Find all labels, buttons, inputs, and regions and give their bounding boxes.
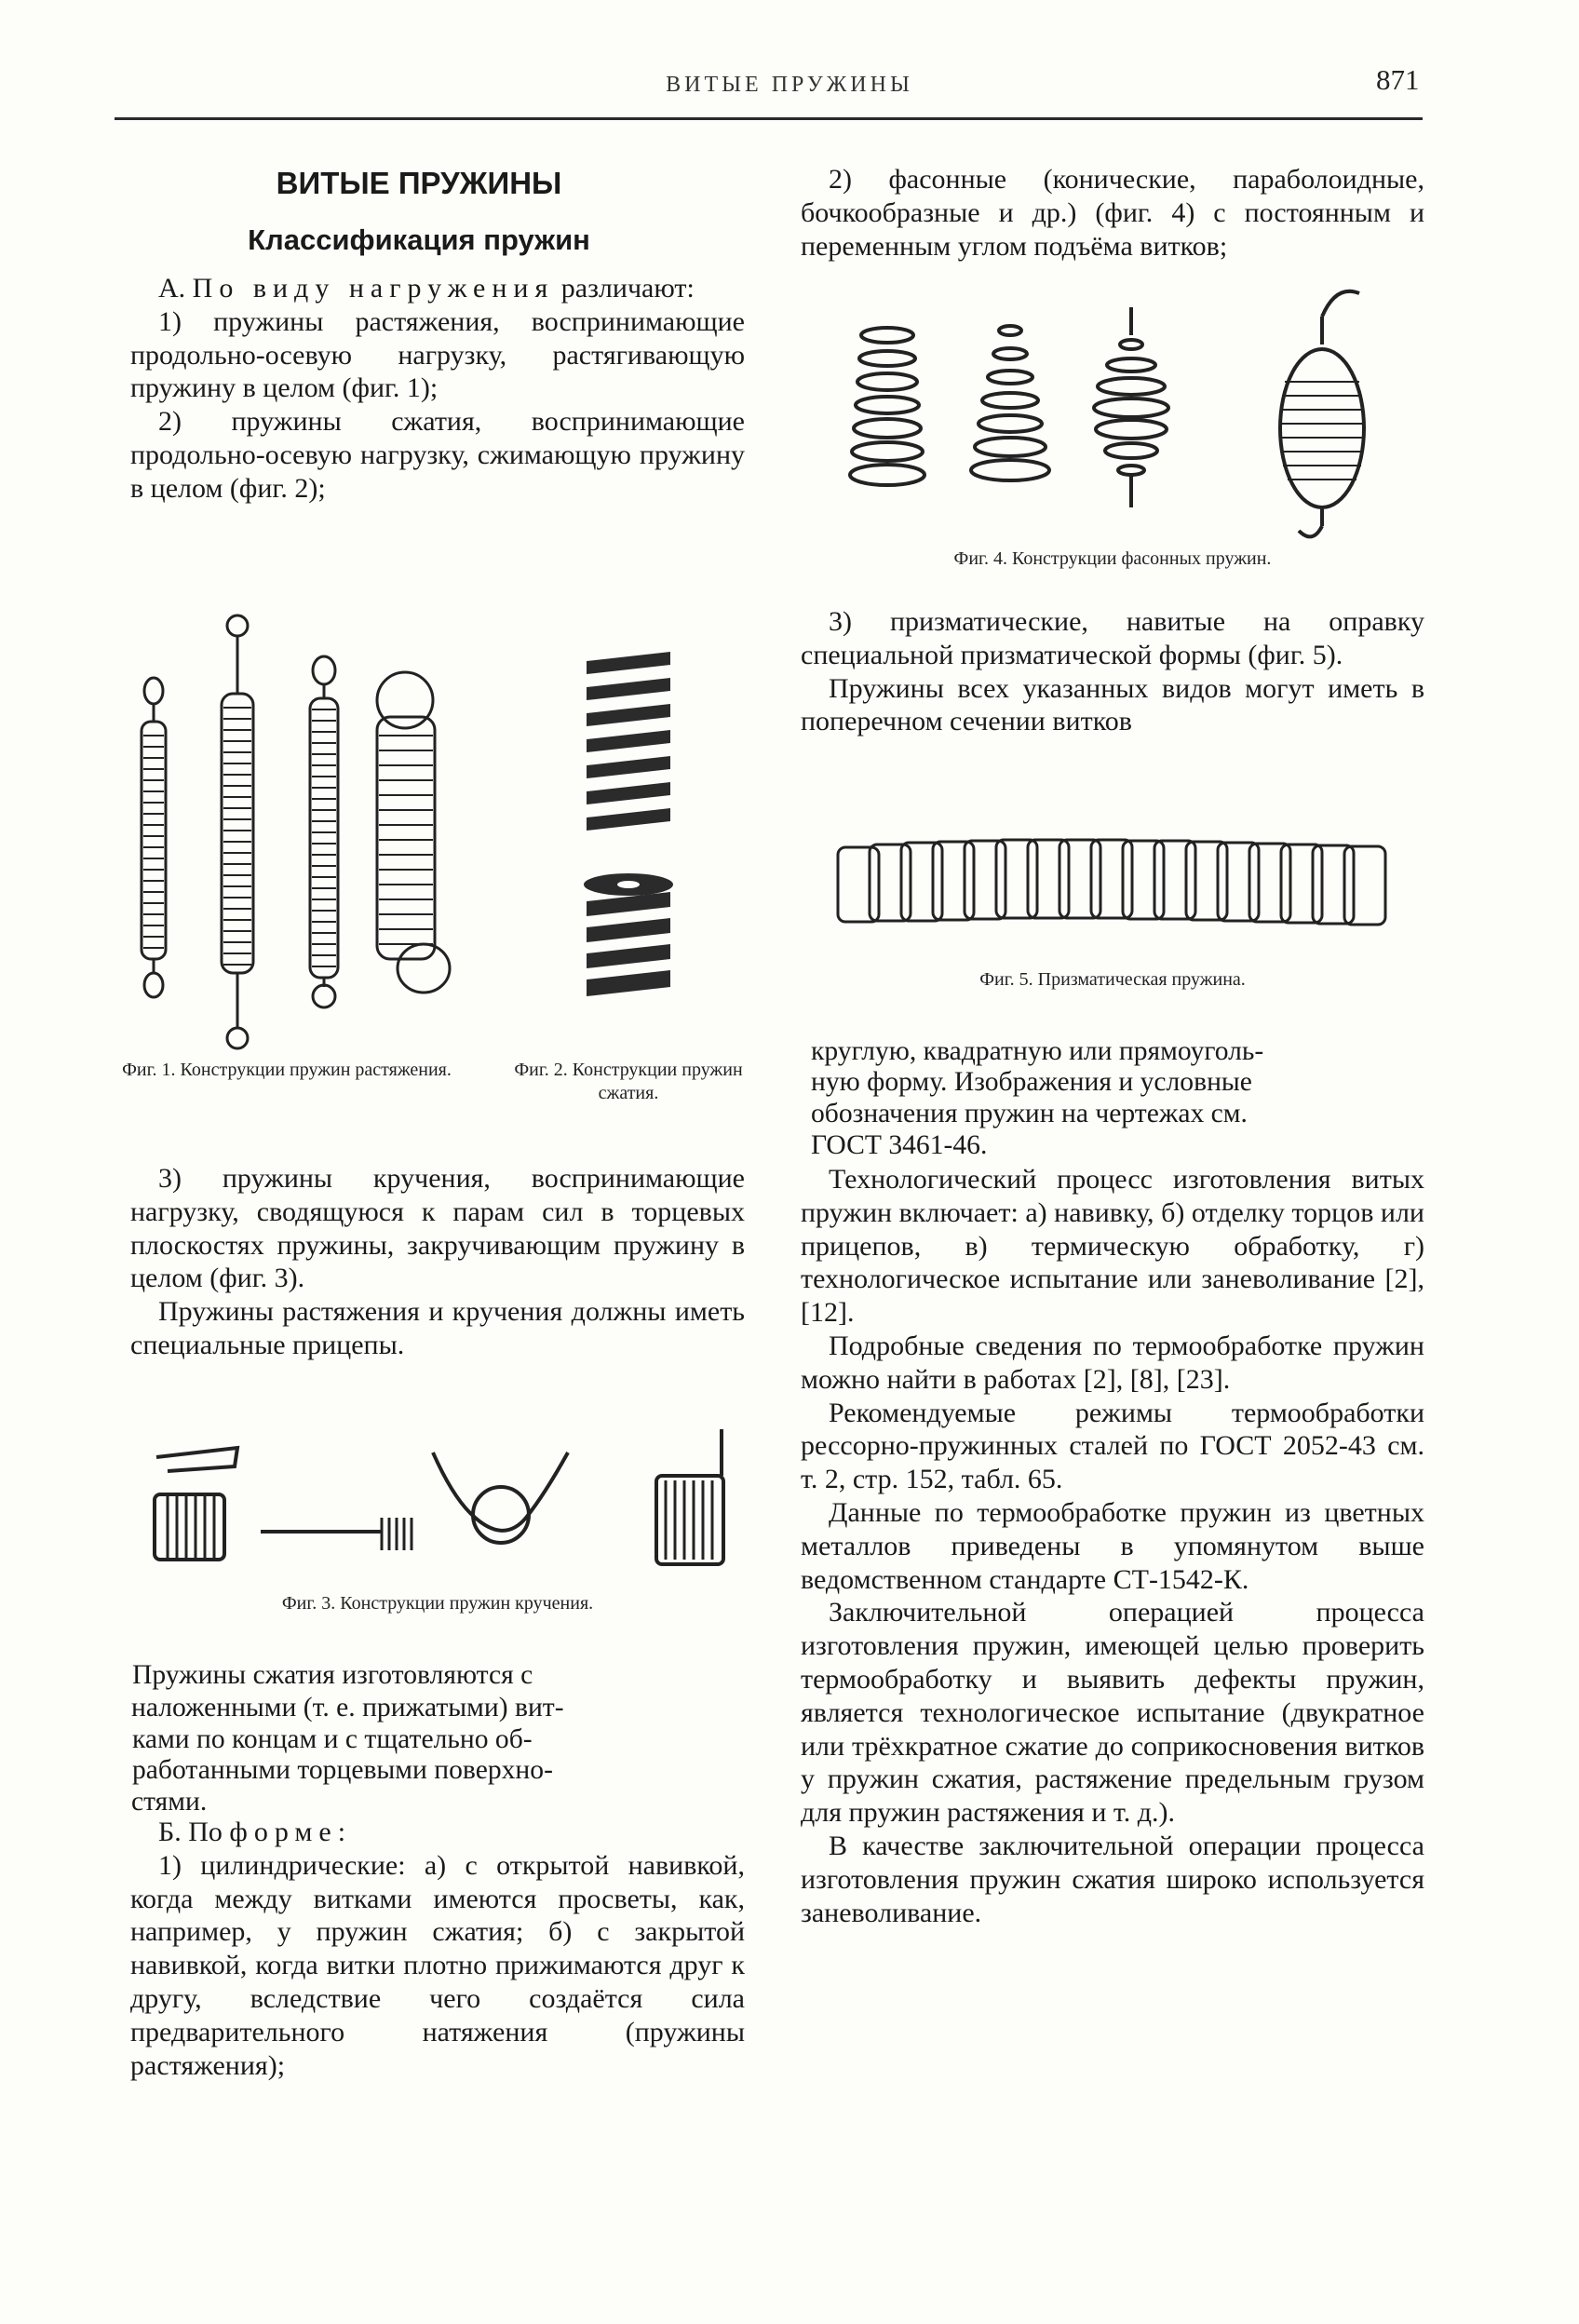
- article-title: ВИТЫЕ ПРУЖИНЫ: [276, 166, 562, 200]
- running-title: ВИТЫЕ ПРУЖИНЫ: [666, 73, 913, 97]
- process-paragraph: Технологический процесс изготовления витых пружин включает: а) навивку, б) отделку торцов или прицепов, в) термическую обработку, г) технологическое испытание или заневоливание [2], [12].: [801, 1164, 1424, 1329]
- left-torsion: [130, 1162, 745, 1362]
- figure-3-caption: Фиг. 3. Конструкции пружин кручения.: [281, 1593, 594, 1614]
- section-title: Классификация пружин: [248, 223, 590, 256]
- figure-2-caption: Фиг. 2. Конструкции пружин сжатия.: [514, 1060, 743, 1103]
- compression-note-line-4: работанными торцевыми поверхно-: [132, 1755, 553, 1785]
- page-number: 871: [1376, 63, 1420, 96]
- right-top: [801, 163, 1424, 263]
- cross-section-end-line-3: обозначения пружин на чертежах см.: [811, 1099, 1248, 1128]
- compression-note-line-5: стями.: [131, 1787, 208, 1817]
- compression-note-line-1: Пружины сжатия изготовляются с: [132, 1660, 533, 1690]
- hooks-note: Пружины растяжения и кручения должны иметь специальные прицепы.: [130, 1296, 745, 1360]
- figure-1-caption: Фиг. 1. Конструкции пружин растяжения.: [122, 1060, 452, 1080]
- cross-section-end-line-1: круглую, квадратную или прямоуголь-: [811, 1036, 1264, 1066]
- figure-3-torsion-springs: [149, 1429, 745, 1569]
- figure-5-caption: Фиг. 5. Призматическая пружина.: [979, 969, 1246, 990]
- modes-paragraph: Рекомендуемые режимы термообработки рессорно-пружинных сталей по ГОСТ 2052-43 см. т. 2, стр. 152, табл. 65.: [801, 1397, 1424, 1495]
- item-tension: 1) пружины растяжения, воспринимающие продольно-осевую нагрузку, растягивающую пружину в целом (фиг. 1);: [130, 305, 745, 404]
- final-operation-paragraph: Заключительной операцией процесса изготовления пружин, имеющей целью проверить термообработку и выявить дефекты пружин, является технологическое испытание (двукратное или трёхкратное сжатие до соприкосновения витков у пружин сжатия, растяжение предельным грузом для пружин растяжения и т. д.).: [801, 1597, 1424, 1829]
- details-paragraph: Подробные сведения по термообработке пружин можно найти в работах [2], [8], [23].: [801, 1330, 1424, 1395]
- paragraph-b: Б. По форме:: [158, 1817, 353, 1847]
- item-shaped: 2) фасонные (конические, параболоидные, бочкообразные и др.) (фиг. 4) с постоянным и переменным углом подъёма витков;: [801, 164, 1424, 262]
- figure-4-shaped-springs: [843, 279, 1429, 540]
- item-cylindrical: 1) цилиндрические: а) с открытой навивкой, когда между витками имеются просветы, как, например, у пружин сжатия; б) с закрытой навивкой, когда витки плотно прижимаются друг к другу, вследствие чего создаётся сила предварительного натяжения (пружины растяжения);: [130, 1849, 745, 2081]
- item-compression: 2) пружины сжатия, воспринимающие продольно-осевую нагрузку, сжимающую пружину в целом (фиг. 2);: [130, 406, 745, 504]
- cross-section-end-line-4: ГОСТ 3461-46.: [811, 1130, 988, 1160]
- figure-4-caption: Фиг. 4. Конструкции фасонных пружин.: [953, 548, 1272, 569]
- paragraph-a: А. По виду нагружения различают:: [158, 273, 695, 304]
- figure-2-compression-springs: [577, 652, 689, 1006]
- cross-section-end-line-2: ную форму. Изображения и условные: [811, 1067, 1252, 1097]
- setting-paragraph: В качестве заключительной операции процесса изготовления пружин сжатия широко используется заневоливание.: [801, 1830, 1424, 1928]
- figure-5-prismatic-spring: [838, 833, 1415, 936]
- right-body: [801, 1163, 1424, 1929]
- left-intro: [130, 272, 745, 506]
- item-torsion: 3) пружины кручения, воспринимающие нагрузку, сводящуюся к парам сил в торцевых плоскостях пружины, закручивающим пружину в целом (фиг. 3).: [130, 1163, 745, 1294]
- nonferrous-paragraph: Данные по термообработке пружин из цветных металлов приведены в упомянутом выше ведомственном стандарте СТ-1542-К.: [801, 1496, 1424, 1595]
- compression-note-line-3: ками по концам и с тщательно об-: [132, 1724, 533, 1754]
- left-form: [130, 1816, 745, 2082]
- cross-section-start: Пружины всех указанных видов могут иметь в поперечном сечении витков: [801, 672, 1424, 737]
- item-prismatic: 3) призматические, навитые на оправку специальной призматической формы (фиг. 5).: [801, 606, 1424, 670]
- header-rule: [115, 117, 1423, 120]
- compression-note-line-2: наложенными (т. е. прижатыми) вит-: [131, 1693, 564, 1723]
- right-prismatic: [801, 605, 1424, 738]
- figure-1-tension-springs: [121, 605, 484, 1052]
